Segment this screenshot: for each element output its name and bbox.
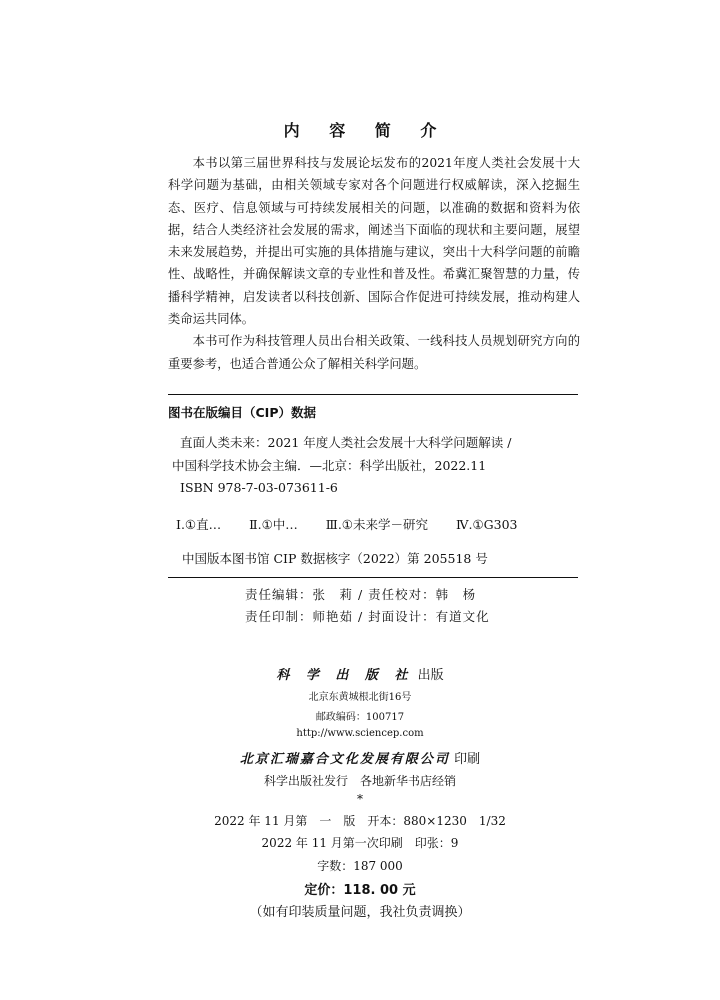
printing-line: 2022 年 11 月第一次印刷 印张：9 [261, 836, 459, 850]
publisher-postcode: 邮政编码：100717 [315, 712, 405, 723]
cip-class-item: Ⅱ.①中… [249, 517, 298, 532]
publisher-address: 北京东黄城根北街16号 [308, 692, 412, 703]
staff-production: 责任印制：师艳茹 / 封面设计：有道文化 [245, 609, 490, 624]
quality-notice: （如有印装质量问题，我社负责调换） [249, 905, 471, 920]
word-count: 字数：187 000 [317, 859, 403, 873]
separator-star: * [357, 792, 363, 806]
printer-suffix: 印刷 [454, 752, 481, 767]
summary-title: 内 容 简 介 [283, 121, 449, 140]
cip-isbn: ISBN 978-7-03-073611-6 [180, 480, 338, 495]
summary-paragraph: 本书以第三届世界科技与发展论坛发布的2021年度人类社会发展十大科学问题为基础，由相关领域专家对各个问题进行权威解读，深入挖掘生态、医疗、信息领域与可持续发展相关的问题，以准确的数据和资料为依据，结合人类经济社会发展的需求，阐述当下面临的现状和主要问题，展望未来发展趋势，并提出可实施的具体措施与建议，突出十大科学问题的前瞻性、战略性，并确保解读文章的专业性和普及性。希冀汇聚智慧的力量，传播科学精神，启发读者以科技创新、国际合作促进可持续发展，推动构建人类命运共同体。 [168, 156, 580, 327]
staff-editors: 责任编辑：张 莉 / 责任校对：韩 杨 [245, 587, 477, 602]
publisher-url: http://www.sciencep.com [296, 728, 424, 739]
cip-number: 中国版本图书馆 CIP 数据核字（2022）第 205518 号 [182, 551, 488, 566]
distribution-line: 科学出版社发行 各地新华书店经销 [263, 774, 456, 788]
divider [168, 394, 578, 395]
summary-paragraph: 本书可作为科技管理人员出台相关政策、一线科技人员规划研究方向的重要参考，也适合普通公众了解相关科学问题。 [168, 334, 580, 371]
divider [168, 577, 578, 578]
cip-class-item: Ⅳ.①G303 [456, 517, 518, 532]
price: 定价：118. 00 元 [304, 883, 416, 898]
printer-line [0, 748, 720, 767]
publisher-brand: 科 学 出 版 社 [276, 668, 414, 683]
cip-classification [176, 515, 518, 533]
cip-title-line: 直面人类未来：2021 年度人类社会发展十大科学问题解读 / [180, 435, 512, 450]
publisher-line [0, 664, 720, 683]
printer-brand: 北京汇瑞嘉合文化发展有限公司 [239, 752, 450, 767]
cip-class-item: Ⅲ.①未来学－研究 [325, 517, 429, 532]
edition-line: 2022 年 11 月第 一 版 开本：880×1230 1/32 [214, 814, 506, 828]
publisher-suffix: 出版 [417, 668, 444, 683]
summary-body [168, 152, 580, 375]
cip-editor-line: 中国科学技术协会主编．—北京：科学出版社，2022.11 [172, 458, 487, 473]
cip-heading: 图书在版编目（CIP）数据 [168, 405, 316, 420]
cip-class-item: Ⅰ.①直… [176, 517, 222, 532]
